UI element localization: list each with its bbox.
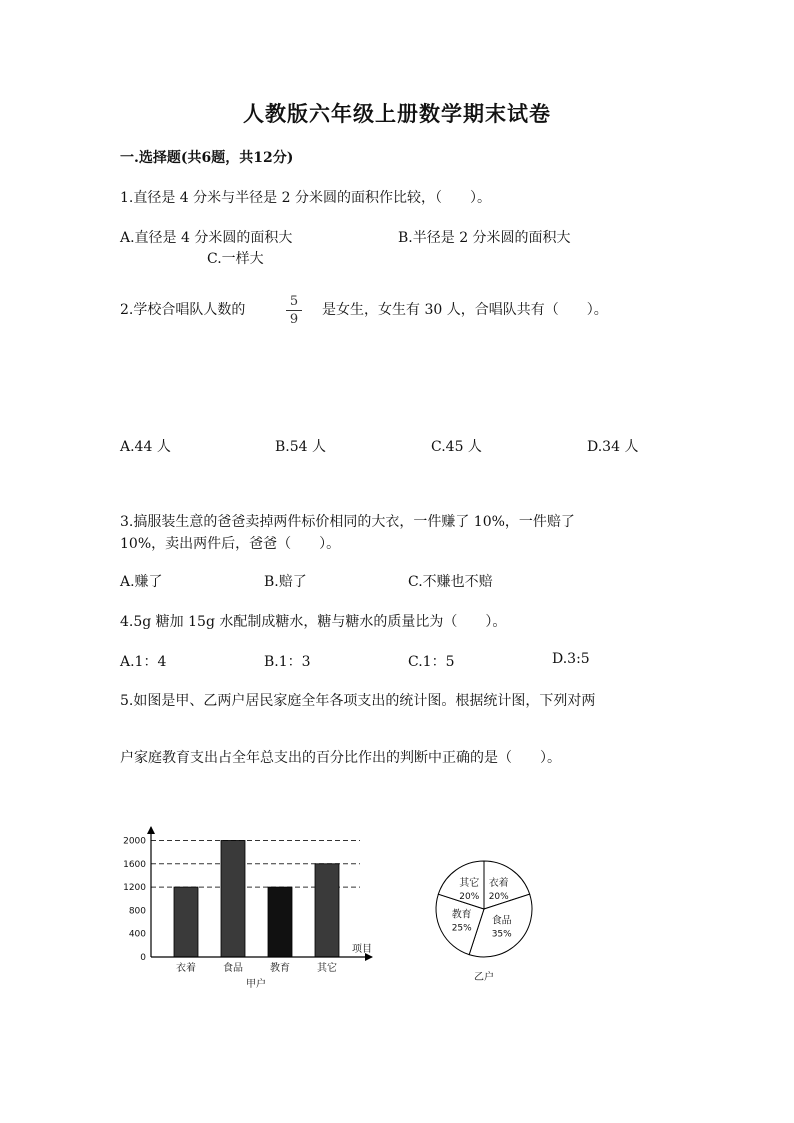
question-3-stem-line2: 10%，卖出两件后，爸爸（ ）。 [120,536,341,552]
fraction-denominator: 9 [289,312,299,327]
question-4-option-c[interactable]: C.1：5 [408,654,455,670]
pie-value-教育: 25% [451,923,472,934]
category-label-食品: 食品 [223,963,243,974]
question-1-option-b[interactable]: B.半径是 2 分米圆的面积大 [398,230,571,246]
pie-value-衣着: 20% [488,891,509,902]
bar-chart-household-jia [110,815,390,995]
fraction-numerator: 5 [289,294,299,309]
category-label-衣着: 衣着 [176,963,196,974]
question-3-option-b[interactable]: B.赔了 [264,574,307,590]
question-1-option-a[interactable]: A.直径是 4 分米圆的面积大 [120,230,293,246]
question-2-stem-end: 是女生，女生有 30 人，合唱队共有（ ）。 [322,302,608,318]
y-tick-800: 800 [128,906,146,917]
question-3-option-c[interactable]: C.不赚也不赔 [408,574,493,590]
y-axis-arrow [147,826,155,834]
question-2-option-b[interactable]: B.54 人 [275,439,327,455]
question-3-stem-line1: 3.搞服装生意的爸爸卖掉两件标价相同的大衣，一件赚了 10%，一件赔了 [120,514,575,530]
x-axis-label: 项目 [352,944,372,955]
pie-value-其它: 20% [459,891,480,902]
pie-value-食品: 35% [491,929,512,940]
question-3-option-a[interactable]: A.赚了 [120,574,163,590]
question-4-option-b[interactable]: B.1：3 [264,654,311,670]
question-5-stem-line1: 5.如图是甲、乙两户居民家庭全年各项支出的统计图。根据统计图，下列对两 [120,693,596,709]
pie-label-教育: 教育 [451,909,472,921]
section-heading: 一.选择题(共6题，共12分) [120,150,294,166]
question-5-stem-line2: 户家庭教育支出占全年总支出的百分比作出的判断中正确的是（ ）。 [120,750,561,766]
pie-label-衣着: 衣着 [488,877,509,889]
bar-教育 [268,887,292,957]
category-label-其它: 其它 [317,963,337,974]
y-tick-0: 0 [140,953,146,963]
question-2-stem-start: 2.学校合唱队人数的 [120,302,246,318]
category-label-教育: 教育 [270,963,290,974]
pie-label-其它: 其它 [459,877,480,889]
question-2-option-a[interactable]: A.44 人 [120,439,171,455]
question-2-option-d[interactable]: D.34 人 [587,439,639,455]
question-1-stem: 1.直径是 4 分米与半径是 2 分米圆的面积作比较，（ ）。 [120,190,491,206]
page-title: 人教版六年级上册数学期末试卷 [243,101,551,126]
chart-title: 甲户 [246,979,266,990]
bar-其它 [315,864,339,957]
y-tick-1600: 1600 [123,859,146,870]
pie-title: 乙户 [474,972,494,983]
y-tick-400: 400 [128,929,146,940]
pie-label-食品: 食品 [491,915,512,927]
bar-食品 [221,840,245,957]
question-2-fraction [286,294,302,327]
question-4-stem: 4.5g 糖加 15g 水配制成糖水，糖与糖水的质量比为（ ）。 [120,614,507,630]
question-4-option-a[interactable]: A.1：4 [120,654,167,670]
pie-chart-household-yi [425,850,555,990]
question-1-option-c[interactable]: C.一样大 [207,251,264,267]
fraction-bar [286,310,302,311]
y-tick-2000: 2000 [123,836,146,847]
question-2-option-c[interactable]: C.45 人 [431,439,482,455]
question-4-option-d[interactable]: D.3:5 [552,651,590,667]
bar-衣着 [174,887,198,957]
y-tick-1200: 1200 [123,883,146,894]
